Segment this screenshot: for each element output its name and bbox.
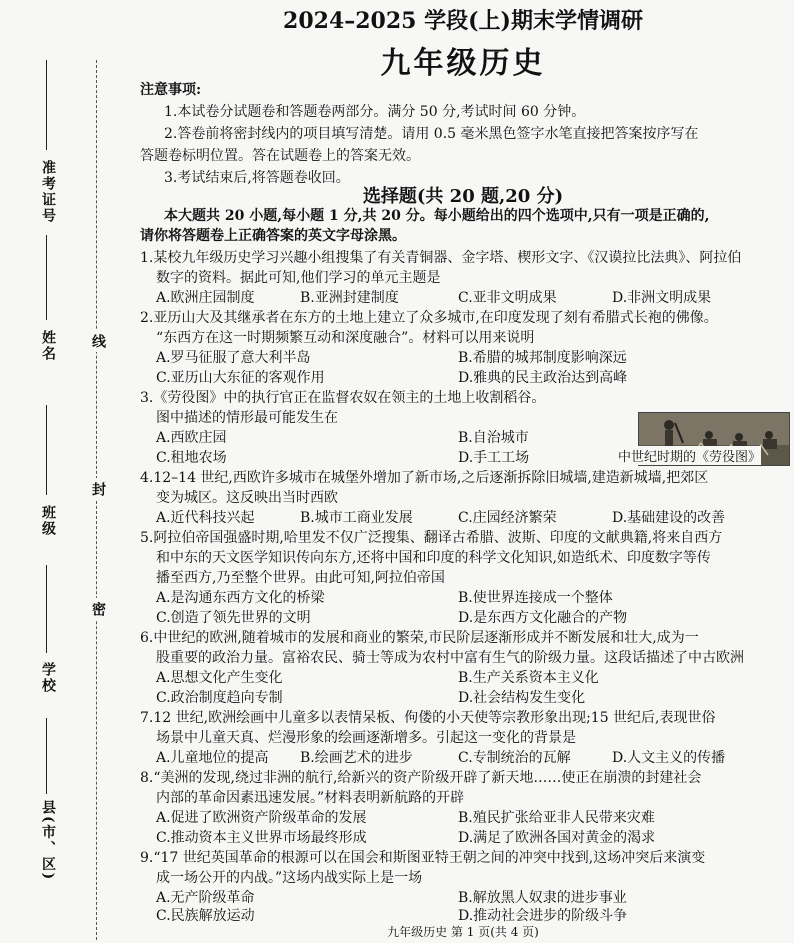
question-stem: “东西方在这一时期频繁互动和深度融合”。材料可以用来说明 xyxy=(156,330,535,346)
question-stem: 1.某校九年级历史学习兴趣小组搜集了有关青铜器、金字塔、楔形文字、《汉谟拉比法典》、阿拉伯 xyxy=(140,250,742,266)
exam-subject: 九年级历史 xyxy=(380,46,546,81)
option-c[interactable]: C.民族解放运动 xyxy=(156,908,255,924)
exam-number-label: 准考证号 xyxy=(40,160,56,224)
question-stem: 场景中儿童天真、烂漫形象的绘画逐渐增多。引起这一变化的背景是 xyxy=(156,730,576,746)
option-a[interactable]: A.近代科技兴起 xyxy=(156,510,255,526)
binding-margin xyxy=(0,0,140,943)
option-a[interactable]: A.促进了欧洲资产阶级革命的发展 xyxy=(156,810,367,826)
exam-content xyxy=(140,0,786,943)
page-footer: 九年级历史 第 1 页(共 4 页) xyxy=(387,925,539,939)
option-c[interactable]: C.推动资本主义世界市场最终形成 xyxy=(156,830,367,846)
question-stem: 2.亚历山大及其继承者在东方的土地上建立了众多城市,在印度发现了刻有希腊式长袍的佛像。 xyxy=(140,310,718,326)
section-intro: 本大题共 20 小题,每小题 1 分,共 20 分。每小题给出的四个选项中,只有一项是正确的, xyxy=(164,208,710,224)
option-b[interactable]: B.绘画艺术的进步 xyxy=(300,750,413,766)
option-a[interactable]: A.思想文化产生变化 xyxy=(156,670,283,686)
option-d[interactable]: D.是东西方文化融合的产物 xyxy=(458,610,628,626)
question-stem: 图中描述的情形最可能发生在 xyxy=(156,410,338,426)
notice-line: 1.本试卷分试题卷和答题卷两部分。满分 50 分,考试时间 60 分钟。 xyxy=(164,104,586,120)
question-stem: 内部的革命因素迅速发展。”材料表明新航路的开辟 xyxy=(156,790,465,806)
option-d[interactable]: D.推动社会进步的阶级斗争 xyxy=(458,908,628,924)
question-stem: 变为城区。这反映出当时西欧 xyxy=(156,490,338,506)
option-d[interactable]: D.满足了欧洲各国对黄金的渴求 xyxy=(458,830,656,846)
notice-heading: 注意事项: xyxy=(140,82,202,98)
notice-line: 答题卷标明位置。答在试题卷上的答案无效。 xyxy=(140,148,420,164)
exam-title: 2024–2025 学段(上)期末学情调研 xyxy=(283,8,643,34)
option-b[interactable]: B.生产关系资本主义化 xyxy=(458,670,599,686)
option-a[interactable]: A.西欧庄园 xyxy=(156,430,227,446)
notice-line: 2.答卷前将密封线内的项目填写清楚。请用 0.5 毫米黑色签字水笔直接把答案按序写在 xyxy=(164,126,699,142)
figure-caption: 中世纪时期的《劳役图》 xyxy=(618,446,761,465)
school-label: 学校 xyxy=(40,662,56,694)
option-b[interactable]: B.自治城市 xyxy=(458,430,529,446)
question-stem: 和中东的天文医学知识传向东方,还将中国和印度的科学文化知识,如造纸术、印度数字等传 xyxy=(156,550,711,566)
option-c[interactable]: C.亚历山大东征的客观作用 xyxy=(156,370,325,386)
option-d[interactable]: D.雅典的民主政治达到高峰 xyxy=(458,370,628,386)
question-stem: 4.12–14 世纪,西欧许多城市在城堡外增加了新市场,之后逐渐拆除旧城墙,建造新城墙,把郊区 xyxy=(140,470,709,486)
option-a[interactable]: A.是沟通东西方文化的桥梁 xyxy=(156,590,325,606)
option-a[interactable]: A.儿童地位的提高 xyxy=(156,750,269,766)
option-d[interactable]: D.人文主义的传播 xyxy=(612,750,726,766)
seal-line-char: 线 xyxy=(88,330,108,352)
question-stem: 股重要的政治力量。富裕农民、骑士等成为农村中富有生气的阶级力量。这段话描述了中古欧洲 xyxy=(156,650,744,666)
class-field[interactable] xyxy=(46,405,47,495)
class-label: 班级 xyxy=(40,505,56,537)
option-c[interactable]: C.政治制度趋向专制 xyxy=(156,690,283,706)
option-c[interactable]: C.租地农场 xyxy=(156,450,227,466)
option-c[interactable]: C.创造了领先世界的文明 xyxy=(156,610,311,626)
name-label: 姓名 xyxy=(40,330,56,362)
option-b[interactable]: B.使世界连接成一个整体 xyxy=(458,590,613,606)
question-stem: 3.《劳役图》中的执行官正在监督农奴在领主的土地上收割稻谷。 xyxy=(140,390,546,406)
option-b[interactable]: B.亚洲封建制度 xyxy=(300,290,399,306)
county-field[interactable] xyxy=(46,718,47,794)
question-stem: 7.12 世纪,欧洲绘画中儿童多以表情呆板、佝偻的小天使等宗教形象出现;15 世纪后,表现世俗 xyxy=(140,710,716,726)
seal-seal-char: 封 xyxy=(88,478,108,500)
option-c[interactable]: C.专制统治的瓦解 xyxy=(458,750,571,766)
option-b[interactable]: B.解放黑人奴隶的进步事业 xyxy=(458,890,627,906)
section-title: 选择题(共 20 题,20 分) xyxy=(362,186,564,207)
seal-dashed-line xyxy=(96,60,97,940)
option-d[interactable]: D.社会结构发生变化 xyxy=(458,690,586,706)
option-c[interactable]: C.庄园经济繁荣 xyxy=(458,510,557,526)
question-stem: 8.“美洲的发现,绕过非洲的航行,给新兴的资产阶级开辟了新天地……使正在崩溃的封建社会 xyxy=(140,770,702,786)
option-b[interactable]: B.殖民扩张给亚非人民带来灾难 xyxy=(458,810,655,826)
option-c[interactable]: C.亚非文明成果 xyxy=(458,290,557,306)
exam-number-field[interactable] xyxy=(46,60,47,150)
question-stem: 成一场公开的内战。”这场内战实际上是一场 xyxy=(156,870,423,886)
question-stem: 5.阿拉伯帝国强盛时期,哈里发不仅广泛搜集、翻译古希腊、波斯、印度的文献典籍,将来自西方 xyxy=(140,530,723,546)
option-d[interactable]: D.手工工场 xyxy=(458,450,530,466)
option-d[interactable]: D.基础建设的改善 xyxy=(612,510,726,526)
section-intro: 请你将答题卷上正确答案的英文字母涂黑。 xyxy=(140,228,406,244)
option-a[interactable]: A.无产阶级革命 xyxy=(156,890,255,906)
option-a[interactable]: A.罗马征服了意大利半岛 xyxy=(156,350,311,366)
question-stem: 6.中世纪的欧洲,随着城市的发展和商业的繁荣,市民阶层逐渐形成并不断发展和壮大,成为一 xyxy=(140,630,699,646)
question-stem: 数字的资料。据此可知,他们学习的单元主题是 xyxy=(156,270,441,286)
question-stem: 9.“17 世纪英国革命的根源可以在国会和斯图亚特王朝之间的冲突中找到,这场冲突后来演变 xyxy=(140,850,706,866)
option-a[interactable]: A.欧洲庄园制度 xyxy=(156,290,255,306)
notice-line: 3.考试结束后,将答题卷收回。 xyxy=(164,170,350,186)
school-field[interactable] xyxy=(46,565,47,653)
option-b[interactable]: B.城市工商业发展 xyxy=(300,510,413,526)
option-d[interactable]: D.非洲文明成果 xyxy=(612,290,712,306)
option-b[interactable]: B.希腊的城邦制度影响深远 xyxy=(458,350,627,366)
seal-secret-char: 密 xyxy=(88,598,108,620)
county-label: 县(市、区) xyxy=(40,800,56,882)
name-field[interactable] xyxy=(46,235,47,320)
question-stem: 播至西方,乃至整个世界。由此可知,阿拉伯帝国 xyxy=(156,570,445,586)
